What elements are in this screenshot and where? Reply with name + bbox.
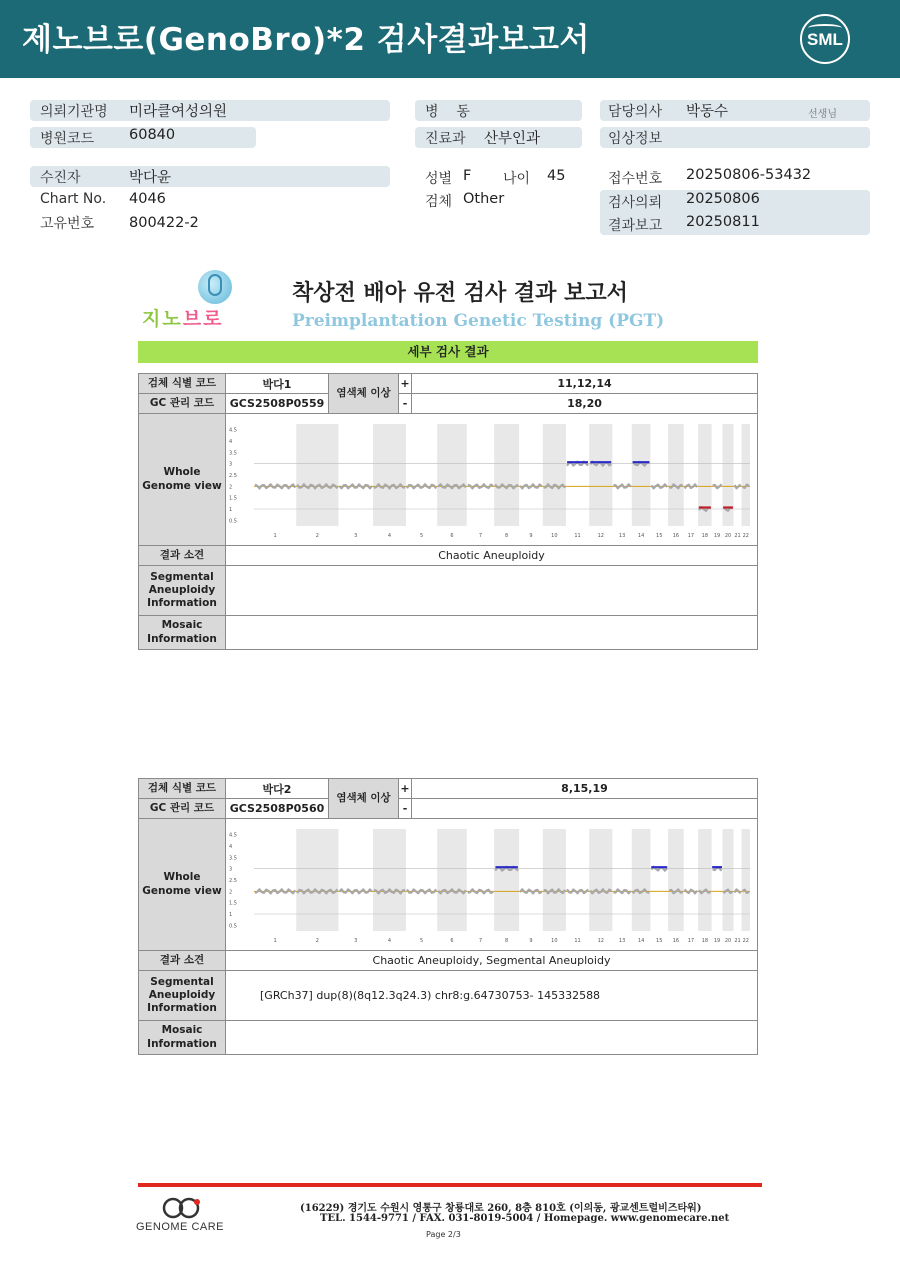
x-tick-label: 17 xyxy=(687,532,695,539)
segmental-label: Segmental Aneuploidy Information xyxy=(139,566,226,616)
y-tick-label: 4.5 xyxy=(229,832,237,839)
gc-code-label: GC 관리 코드 xyxy=(139,799,226,819)
chromosome-copy-points xyxy=(685,889,697,893)
doctor-suffix: 선생님 xyxy=(808,109,837,120)
request-date-value: 20250806 xyxy=(686,191,760,207)
footer-rule xyxy=(138,1183,762,1187)
chromosome-band xyxy=(632,424,651,526)
gain-sign: + xyxy=(399,779,412,799)
chromosome-band xyxy=(668,424,684,526)
age-value: 45 xyxy=(547,168,566,184)
x-tick-label: 3 xyxy=(354,532,358,539)
chrom-abnormal-label: 염색체 이상 xyxy=(329,374,399,414)
age-label: 나이 xyxy=(503,171,531,187)
unique-no-value: 800422-2 xyxy=(129,215,199,231)
sample-result-table xyxy=(138,778,758,1055)
chromosome-copy-points xyxy=(255,484,295,488)
y-tick-label: 3.5 xyxy=(229,854,237,861)
findings-value: Chaotic Aneuploidy, Segmental Aneuploidy xyxy=(226,951,758,971)
x-tick-label: 20 xyxy=(724,532,732,539)
loss-sign: - xyxy=(399,394,412,414)
mosaic-label: Mosaic Information xyxy=(139,616,226,650)
x-tick-label: 18 xyxy=(701,532,709,539)
chromosome-copy-points xyxy=(613,484,630,488)
x-tick-label: 2 xyxy=(315,937,319,944)
x-tick-label: 11 xyxy=(574,937,581,944)
header-banner xyxy=(0,0,900,78)
logo-text-a: 지노 xyxy=(142,308,183,330)
x-tick-label: 12 xyxy=(597,937,604,944)
chromosome-copy-points xyxy=(468,889,493,893)
segmental-value xyxy=(226,566,758,616)
y-tick-label: 1.5 xyxy=(229,900,237,907)
specimen-label: 검체 xyxy=(425,194,453,210)
chromosome-copy-points xyxy=(255,889,295,893)
segmental-value: [GRCh37] dup(8)(8q12.3q24.3) chr8:g.64730753- 145332588 xyxy=(226,971,758,1021)
x-tick-label: 9 xyxy=(529,937,533,944)
x-tick-label: 8 xyxy=(505,532,509,539)
department-label: 진료과 xyxy=(425,131,466,147)
x-tick-label: 8 xyxy=(505,937,509,944)
chromosome-band xyxy=(543,424,566,526)
chromosome-band xyxy=(494,829,519,931)
x-tick-label: 14 xyxy=(637,532,645,539)
gain-sign: + xyxy=(399,374,412,394)
gain-chromosomes: 11,12,14 xyxy=(412,374,758,394)
x-tick-label: 11 xyxy=(574,532,581,539)
hospital-code-value: 60840 xyxy=(129,127,176,143)
mosaic-value xyxy=(226,616,758,650)
loss-chromosomes xyxy=(412,799,758,819)
y-tick-label: 4.5 xyxy=(229,427,237,434)
institution-label: 의뢰기관명 xyxy=(40,104,108,120)
chart-no-value: 4046 xyxy=(129,191,166,207)
sex-label: 성별 xyxy=(425,171,453,187)
gc-code-value: GCS2508P0559 xyxy=(226,394,329,414)
footer-contact: TEL. 1544-9771 / FAX. 031-8019-5004 / Homepage. www.genomecare.net xyxy=(320,1213,730,1224)
report-title-english: Preimplantation Genetic Testing (PGT) xyxy=(292,311,665,331)
chromosome-band xyxy=(723,829,734,931)
chromosome-band xyxy=(742,829,750,931)
section-header xyxy=(138,341,758,363)
y-tick-label: 3.5 xyxy=(229,449,237,456)
x-tick-label: 16 xyxy=(672,532,680,539)
findings-label: 결과 소견 xyxy=(139,546,226,566)
x-tick-label: 4 xyxy=(387,532,392,539)
chromosome-copy-points xyxy=(520,484,542,488)
report-date-value: 20250811 xyxy=(686,214,760,230)
genobro-logo xyxy=(140,268,250,330)
hospital-code-label: 병원코드 xyxy=(40,131,95,147)
loss-chromosomes: 18,20 xyxy=(412,394,758,414)
reception-no-value: 20250806-53432 xyxy=(686,167,812,183)
chrom-abnormal-label: 염색체 이상 xyxy=(329,779,399,819)
x-tick-label: 4 xyxy=(387,937,392,944)
chromosome-band xyxy=(589,829,612,931)
page-number: Page 2/3 xyxy=(426,1230,461,1239)
x-tick-label: 9 xyxy=(529,532,533,539)
chromosome-copy-points xyxy=(685,484,697,488)
x-tick-label: 18 xyxy=(701,937,709,944)
x-tick-label: 12 xyxy=(597,532,604,539)
chromosome-band xyxy=(373,424,406,526)
sml-logo xyxy=(800,14,850,64)
logo-text-b: 브로 xyxy=(182,308,224,330)
segmental-label: Segmental Aneuploidy Information xyxy=(139,971,226,1021)
y-tick-label: 2 xyxy=(229,888,233,895)
findings-value: Chaotic Aneuploidy xyxy=(226,546,758,566)
x-tick-label: 5 xyxy=(419,532,424,539)
x-tick-label: 14 xyxy=(637,937,645,944)
specimen-code-label: 검체 식별 코드 xyxy=(139,779,226,799)
chromosome-band xyxy=(698,829,712,931)
examinee-label: 수진자 xyxy=(40,170,81,186)
whole-genome-cell xyxy=(226,414,758,546)
specimen-value: Other xyxy=(463,191,505,207)
examinee-value: 박다윤 xyxy=(129,170,172,186)
x-tick-label: 22 xyxy=(742,532,749,539)
request-date-label: 검사의뢰 xyxy=(608,195,663,211)
clinical-info-label: 임상정보 xyxy=(608,131,663,147)
x-tick-label: 15 xyxy=(656,937,663,944)
doctor-value: 박동수 xyxy=(686,104,729,120)
y-tick-label: 0.5 xyxy=(229,517,237,524)
x-tick-label: 21 xyxy=(734,937,741,944)
sex-value: F xyxy=(463,168,472,184)
x-tick-label: 16 xyxy=(672,937,680,944)
gain-chromosomes: 8,15,19 xyxy=(412,779,758,799)
whole-genome-label: Whole Genome view xyxy=(139,414,226,546)
department-value: 산부인과 xyxy=(484,131,541,147)
whole-genome-plot xyxy=(226,823,756,947)
chart-no-label: Chart No. xyxy=(40,191,107,207)
reception-no-label: 접수번호 xyxy=(608,171,663,187)
chromosome-copy-points xyxy=(613,889,630,893)
chromosome-band xyxy=(632,829,651,931)
report-title-korean: 착상전 배아 유전 검사 결과 보고서 xyxy=(292,281,628,306)
y-tick-label: 1 xyxy=(229,911,233,918)
ward-label: 병 동 xyxy=(425,104,470,120)
x-tick-label: 20 xyxy=(724,937,732,944)
x-tick-label: 6 xyxy=(450,937,454,944)
chromosome-band xyxy=(296,829,338,931)
chromosome-band xyxy=(437,424,467,526)
dna-icon xyxy=(208,274,222,296)
x-tick-label: 10 xyxy=(551,937,558,944)
specimen-code-value: 박다1 xyxy=(226,374,329,394)
y-tick-label: 4 xyxy=(229,843,233,850)
chromosome-band xyxy=(373,829,406,931)
x-tick-label: 17 xyxy=(687,937,695,944)
chromosome-copy-points xyxy=(468,484,493,488)
y-tick-label: 2.5 xyxy=(229,877,237,884)
y-tick-label: 2 xyxy=(229,483,233,490)
whole-genome-cell xyxy=(226,819,758,951)
whole-genome-plot xyxy=(226,418,756,542)
unique-no-label: 고유번호 xyxy=(40,216,95,232)
whole-genome-label: Whole Genome view xyxy=(139,819,226,951)
gc-code-label: GC 관리 코드 xyxy=(139,394,226,414)
info-pill xyxy=(30,166,390,187)
footer-address: (16229) 경기도 수원시 영통구 창룡대로 260, 8층 810호 (이의동, 광교센트럴비즈타워) xyxy=(300,1203,702,1214)
chromosome-band xyxy=(437,829,467,931)
mosaic-label: Mosaic Information xyxy=(139,1021,226,1055)
y-tick-label: 0.5 xyxy=(229,922,237,929)
chromosome-band xyxy=(668,829,684,931)
x-tick-label: 7 xyxy=(478,532,483,539)
x-tick-label: 10 xyxy=(551,532,558,539)
specimen-code-value: 박다2 xyxy=(226,779,329,799)
sml-logo-text: SML xyxy=(807,30,843,49)
x-tick-label: 13 xyxy=(618,937,626,944)
sample-result-table xyxy=(138,373,758,650)
company-name: GENOME CARE xyxy=(136,1221,225,1233)
chromosome-band xyxy=(296,424,338,526)
x-tick-label: 5 xyxy=(419,937,424,944)
y-tick-label: 4 xyxy=(229,438,233,445)
chromosome-band xyxy=(494,424,519,526)
chromosome-band xyxy=(543,829,566,931)
chromosome-copy-points xyxy=(735,889,741,893)
specimen-code-label: 검체 식별 코드 xyxy=(139,374,226,394)
genome-care-logo-icon xyxy=(162,1196,202,1220)
y-tick-label: 3 xyxy=(229,866,233,873)
section-title: 세부 검사 결과 xyxy=(407,344,489,359)
chromosome-band xyxy=(589,424,612,526)
gc-code-value: GCS2508P0560 xyxy=(226,799,329,819)
doctor-label: 담당의사 xyxy=(608,104,663,120)
x-tick-label: 1 xyxy=(273,532,277,539)
x-tick-label: 7 xyxy=(478,937,483,944)
y-tick-label: 3 xyxy=(229,461,233,468)
genobro-logo-text xyxy=(142,304,223,331)
x-tick-label: 2 xyxy=(315,532,319,539)
y-tick-label: 1.5 xyxy=(229,495,237,502)
report-title: 제노브로(GenoBro)*2 검사결과보고서 xyxy=(22,22,590,58)
findings-label: 결과 소견 xyxy=(139,951,226,971)
loss-sign: - xyxy=(399,799,412,819)
x-tick-label: 13 xyxy=(618,532,626,539)
mosaic-value xyxy=(226,1021,758,1055)
y-tick-label: 2.5 xyxy=(229,472,237,479)
x-tick-label: 19 xyxy=(713,532,721,539)
chromosome-band xyxy=(742,424,750,526)
x-tick-label: 21 xyxy=(734,532,741,539)
x-tick-label: 15 xyxy=(656,532,663,539)
x-tick-label: 19 xyxy=(713,937,721,944)
x-tick-label: 3 xyxy=(354,937,358,944)
x-tick-label: 6 xyxy=(450,532,454,539)
chromosome-copy-points xyxy=(735,484,741,488)
x-tick-label: 1 xyxy=(273,937,277,944)
x-tick-label: 22 xyxy=(742,937,749,944)
institution-value: 미라클여성의원 xyxy=(129,104,228,120)
chromosome-copy-points xyxy=(520,889,542,893)
y-tick-label: 1 xyxy=(229,506,233,513)
report-date-label: 결과보고 xyxy=(608,218,663,234)
